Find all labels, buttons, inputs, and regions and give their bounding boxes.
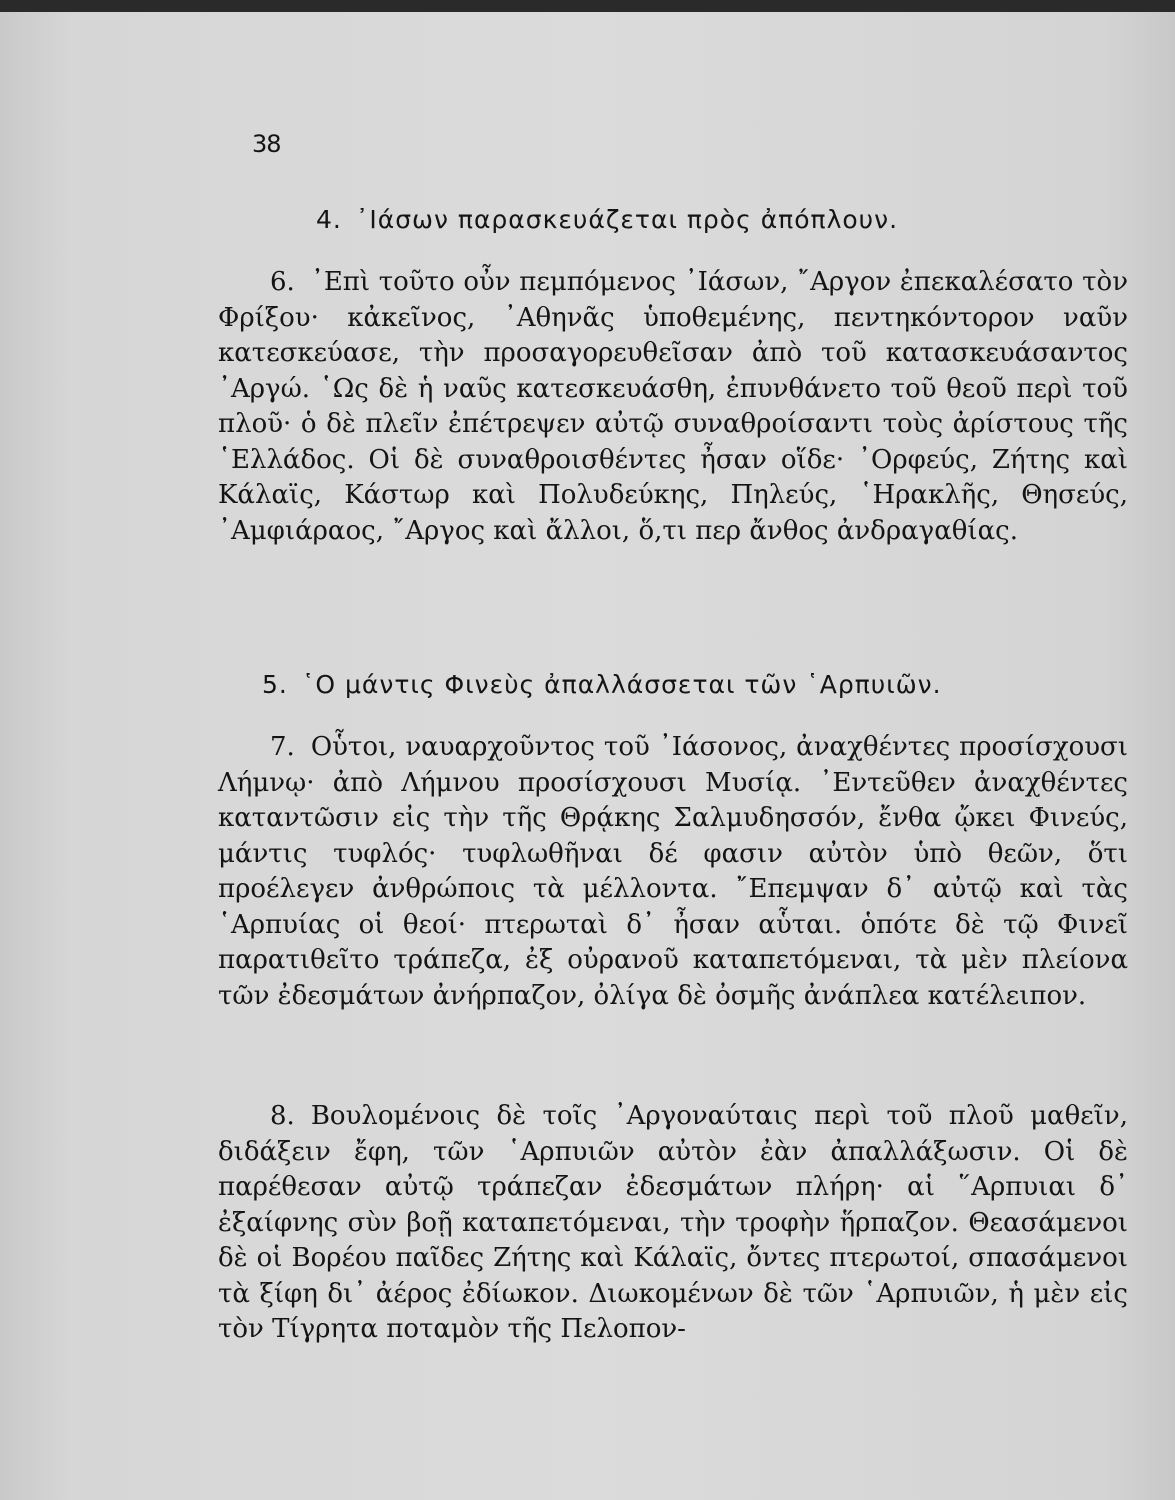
paragraph-text: ᾿Επὶ τοῦτο οὖν πεμπόμενος ᾿Ιάσων, ῎Αργον ἐπεκαλέσατο τὸν Φρίξου· κἀκεῖνος, ᾿Αθηνᾶς ὑποθεμένης, πεντηκόντορον ναῦν κατεσκεύασε, τὴν προσαγορευθεῖσαν ἀπὸ τοῦ κατασκευάσαντος ᾿Αργώ. ῾Ως δὲ ἡ ναῦς κατεσκευάσθη, ἐπυνθάνετο τοῦ θεοῦ περὶ τοῦ πλοῦ· ὁ δὲ πλεῖν ἐπέτρεψεν αὐτῷ συναθροίσαντι τοὺς ἀρίστους τῆς ῾Ελλάδος. Οἱ δὲ συναθροισθέντες ἦσαν οἵδε· ᾿Ορφεύς, Ζήτης καὶ Κάλαϊς, Κάστωρ καὶ Πολυδεύκης, Πηλεύς, ῾Ηρακλῆς, Θησεύς, ᾿Αμφιάραος, ῎Αργος καὶ ἄλλοι, ὅ,τι περ ἄνθος ἀνδραγαθίας.: [218, 267, 1128, 546]
section-number: 5.: [262, 670, 288, 699]
section-heading-4: [316, 205, 898, 234]
paragraph-6: [218, 265, 1128, 549]
book-page: [0, 12, 1175, 1500]
paragraph-8: [218, 1099, 1128, 1348]
paragraph-number: 8.: [270, 1101, 295, 1131]
section-title: ῾Ο μάντις Φινεὺς ἀπαλλάσσεται τῶν ῾Αρπυιῶν.: [301, 670, 942, 699]
paragraph-number: 6.: [270, 267, 295, 297]
paragraph-7: [218, 730, 1128, 1014]
section-number: 4.: [316, 205, 342, 234]
paragraph-text: Βουλομένοις δὲ τοῖς ᾿Αργοναύταις περὶ τοῦ πλοῦ μαθεῖν, διδάξειν ἔφη, τῶν ῾Αρπυιῶν αὐτὸν ἐὰν ἀπαλλάξωσιν. Οἱ δὲ παρέθεσαν αὐτῷ τράπεζαν ἐδεσμάτων πλήρη· αἱ ῞Αρπυιαι δ᾿ ἐξαίφνης σὺν βοῇ καταπετόμεναι, τὴν τροφὴν ἥρπαζον. Θεασάμενοι δὲ οἱ Βορέου παῖδες Ζήτης καὶ Κάλαϊς, ὄντες πτερωτοί, σπασάμενοι τὰ ξίφη δι᾿ ἀέρος ἐδίωκον. Διωκομένων δὲ τῶν ῾Αρπυιῶν, ἡ μὲν εἰς τὸν Τίγρητα ποταμὸν τῆς Πελοπον-: [218, 1101, 1128, 1344]
section-heading-5: [262, 670, 942, 699]
page-number: 38: [252, 130, 281, 158]
paragraph-text: Οὗτοι, ναυαρχοῦντος τοῦ ᾿Ιάσονος, ἀναχθέντες προσίσχουσι Λήμνῳ· ἀπὸ Λήμνου προσίσχουσι Μυσίᾳ. ᾿Εντεῦθεν ἀναχθέντες καταντῶσιν εἰς τὴν τῆς Θρᾴκης Σαλμυδησσόν, ἔνθα ᾤκει Φινεύς, μάντις τυφλός· τυφλωθῆναι δέ φασιν αὐτὸν ὑπὸ θεῶν, ὅτι προέλεγεν ἀνθρώποις τὰ μέλλοντα. ῎Επεμψαν δ᾿ αὐτῷ καὶ τὰς ῾Αρπυίας οἱ θεοί· πτερωταὶ δ᾿ ἦσαν αὗται. ὁπότε δὲ τῷ Φινεῖ παρατιθεῖτο τράπεζα, ἐξ οὐρανοῦ καταπετόμεναι, τὰ μὲν πλείονα τῶν ἐδεσμάτων ἀνήρπαζον, ὀλίγα δὲ ὀσμῆς ἀνάπλεα κατέλειπον.: [218, 732, 1128, 1011]
section-title: ᾿Ιάσων παρασκευάζεται πρὸς ἀπόπλουν.: [355, 205, 899, 234]
paragraph-number: 7.: [270, 732, 295, 762]
